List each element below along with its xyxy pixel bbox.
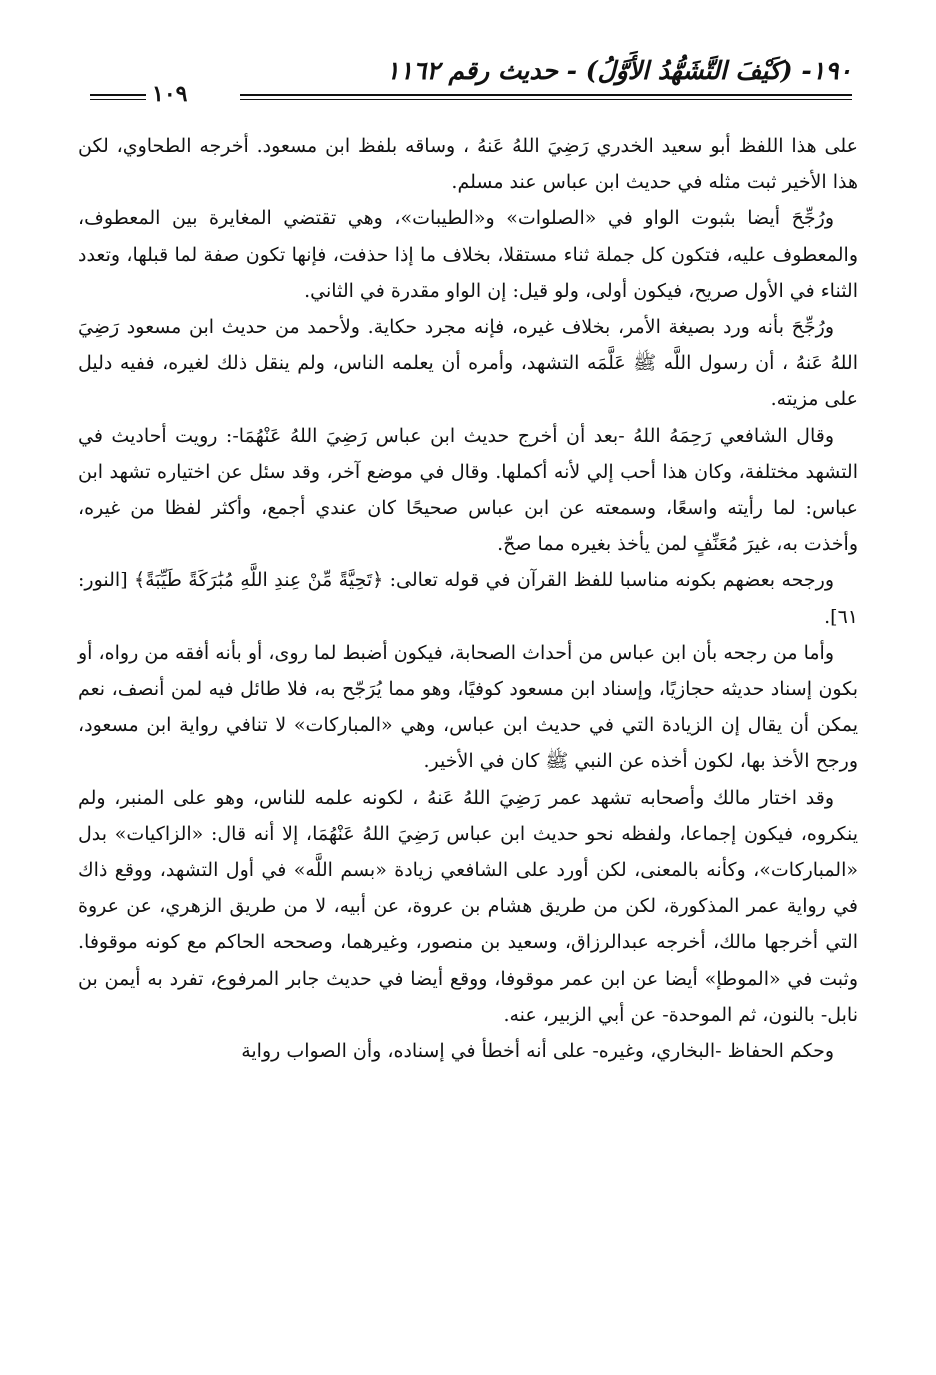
paragraph: وقد اختار مالك وأصحابه تشهد عمر رَضِيَ اللهُ عَنهُ ، لكونه علمه للناس، وهو على المنبر، ولم ينكروه، فيكون إجماعا، ولفظه نحو حديث ابن عباس رَضِيَ اللهُ عَنْهُمَا، إلا أنه قال: «الزاكيات» بدل «المباركات»، وكأنه بالمعنى، لكن أورد على الشافعي زيادة «بسم اللَّه» في أول التشهد، ووقع ذاك في رواية عمر المذكورة، لكن من طريق هشام بن عروة، عن أبيه، لا من طريق الزهري، عن عروة التي أخرجها مالك، أخرجه عبدالرزاق، وسعيد بن منصور، وغيرهما، وصححه الحاكم مع كونه موقوفا. وثبت في «الموطإ» أيضا عن ابن عمر موقوفا، ووقع أيضا في حديث جابر المرفوع، تفرد به أيمن بن نابل- بالنون، ثم الموحدة- عن أبي الزبير، عنه. [78,786,858,1026]
paragraph: ورُجِّحَ أيضا بثبوت الواو في «الصلوات» و«الطيبات»، وهي تقتضي المغايرة بين المعطوف، والمعطوف عليه، فتكون كل جملة ثناء مستقلا، بخلاف ما إذا حذفت، فإنها تكون صفة لما قبلها، وتعدد الثناء في الأول صريح، فيكون أولى، ولو قيل: إن الواو مقدرة في الثاني. [78,207,858,302]
paragraph: وأما من رجحه بأن ابن عباس من أحداث الصحابة، فيكون أضبط لما روى، أو بأنه أفقه من رواه، أو بكون إسناد حديثه حجازيًا، وإسناد ابن مسعود كوفيًا، وهو مما يُرَجّح به، فلا طائل فيه لمن أنصف، نعم يمكن أن يقال إن الزيادة التي في حديث ابن عباس، وهي «المباركات» لا تنافي رواية ابن مسعود، ورجح الأخذ بها، لكون أخذه عن النبي ﷺ كان في الأخير. [78,641,858,773]
paragraph: وحكم الحفاظ -البخاري، وغيره- على أنه أخطأ في إسناده، وأن الصواب رواية [241,1040,834,1063]
paragraph: ورُجِّحَ بأنه ورد بصيغة الأمر، بخلاف غيره، فإنه مجرد حكاية. ولأحمد من حديث ابن مسعود رَضِيَ اللهُ عَنهُ ، أن رسول اللَّه ﷺ عَلَّمَه التشهد، وأمره أن يعلمه الناس، ولم ينقل ذلك لغيره، ففيه دليل على مزيته. [78,316,858,411]
paragraph: على هذا اللفظ أبو سعيد الخدري رَضِيَ اللهُ عَنهُ ، وساقه بلفظ ابن مسعود. أخرجه الطحاوي، لكن هذا الأخير ثبت مثله في حديث ابن عباس عند مسلم. [78,135,858,194]
page-header [90,54,852,107]
paragraph: وقال الشافعي رَحِمَهُ اللهُ -بعد أن أخرج حديث ابن عباس رَضِيَ اللهُ عَنْهُمَا-: رويت أحاديث في التشهد مختلفة، وكان هذا أحب إلي لأنه أكملها. وقال في موضع آخر، وقد سئل عن اختياره تشهد ابن عباس: لما رأيته واسعًا، وسمعته عن ابن عباس صحيحًا كان عندي أجمع، وأكثر لفظا من غيره، وأخذت به، غيرَ مُعَنِّفٍ لمن يأخذ بغيره مما صحّ. [78,424,858,556]
body-text [78,128,858,1069]
header-rule [240,94,852,100]
running-title: ١٩٠- (كَيْفَ التَّشَهُّدُ الأَوَّلُ) - حديث رقم ١١٦٢ [386,56,852,85]
page-number: ١٠٩ [152,81,188,107]
paragraph: ورجحه بعضهم بكونه مناسبا للفظ القرآن في قوله تعالى: ﴿تَحِيَّةً مِّنْ عِندِ اللَّهِ مُبَٰرَكَةً طَيِّبَةً﴾ [النور: ٦١]. [78,569,858,628]
page-number-rule [90,94,146,100]
